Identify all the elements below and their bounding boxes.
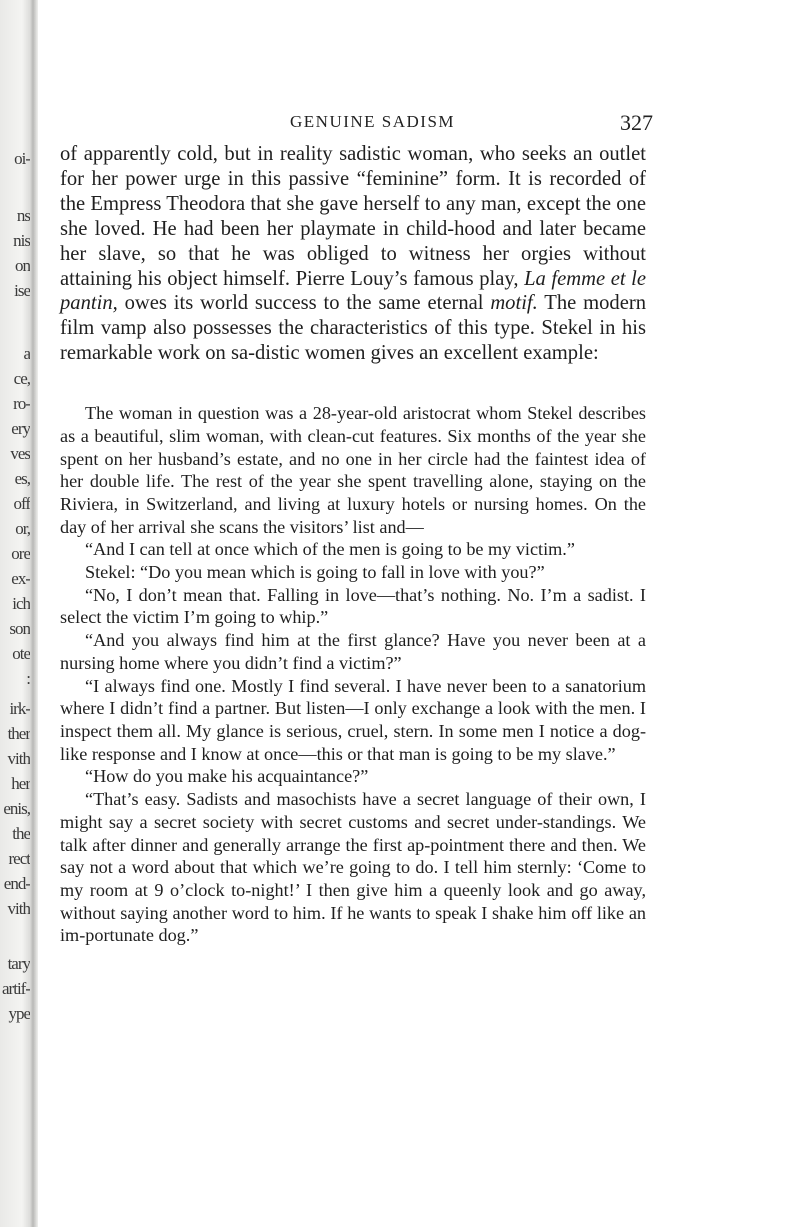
- facing-page-gutter: [0, 0, 38, 1227]
- extract-paragraph: “I always find one. Mostly I find several. I have never been to a sanatorium where I didn’t find a partner. But listen—I only exchange a look with the men. I inspect them all. My glance is serious, cruel, stern. In some men I notice a dog-like response and I know at once—this or that man is going to be my slave.”: [60, 675, 646, 764]
- facing-page-fragment: rect: [8, 850, 30, 868]
- facing-page-fragment: vith: [7, 750, 30, 768]
- book-page: [60, 0, 780, 1227]
- extract-paragraph: “And you always find him at the first glance? Have you never been at a nursing home where you didn’t find a victim?”: [60, 630, 646, 673]
- facing-page-fragment: her: [11, 775, 30, 793]
- extract-paragraph: “No, I don’t mean that. Falling in love—that’s nothing. No. I’m a sadist. I select the victim I’m going to whip.”: [60, 584, 646, 628]
- facing-page-fragment: artif-: [2, 980, 30, 998]
- facing-page-fragment: on: [15, 257, 30, 275]
- facing-page-fragment: irk-: [9, 700, 30, 718]
- extract-paragraph: Stekel: “Do you mean which is going to fall in love with you?”: [85, 562, 545, 583]
- main-paragraph-text-1: of apparently cold, but in reality sadistic woman, who seeks an outlet for her power urge in this passive “feminine” form. It is recorded of the Empress Theodora that she gave herself to any man, except the one she loved. He had been her playmate in child-hood and later became her slave, so that he was obliged to witness her orgies without attaining his object himself. Pierre Louy’s famous play,: [60, 143, 646, 290]
- facing-page-fragment: ns: [16, 207, 30, 225]
- facing-page-fragment: ore: [11, 545, 30, 563]
- facing-page-fragment: oi-: [14, 150, 30, 168]
- main-paragraph-text-2: owes its world success to the same eternal: [117, 292, 491, 315]
- facing-page-fragment: ery: [11, 420, 30, 438]
- main-paragraph: [60, 142, 646, 366]
- facing-page-fragment: ise: [14, 282, 30, 300]
- facing-page-fragment: ther: [7, 725, 30, 743]
- facing-page-fragment: ex-: [11, 570, 30, 588]
- facing-page-fragment: the: [12, 825, 30, 843]
- quoted-extract: [60, 402, 646, 947]
- facing-page-fragment: off: [13, 495, 30, 513]
- facing-page-fragment: ro-: [13, 395, 30, 413]
- facing-page-fragment: son: [9, 620, 30, 638]
- extract-paragraph: “That’s easy. Sadists and masochists have a secret language of their own, I might say a secret society with secret customs and secret under-standings. We talk after dinner and generally arrange the first ap-pointment there and then. We say not a word about that which we’re going to do. I tell him sternly: ‘Come to my room at 9 o’clock to-night!’ I then give him a queenly look and go away, without saying another word to him. If he wants to speak I shake him off like an im-portunate dog.”: [60, 789, 646, 946]
- facing-page-fragment: ves: [10, 445, 30, 463]
- facing-page-fragment: nis: [13, 232, 30, 250]
- facing-page-fragment: ich: [12, 595, 30, 613]
- extract-paragraph: The woman in question was a 28-year-old aristocrat whom Stekel describes as a beautiful, slim woman, with clean-cut features. Six months of the year she spent on her husband’s estate, and no one in her circle had the faintest idea of her double life. The rest of the year she spent travelling alone, staying on the Riviera, in Switzerland, and living at luxury hotels or nursing homes. On the day of her arrival she scans the visitors’ list and—: [60, 403, 646, 537]
- extract-paragraph: “How do you make his acquaintance?”: [85, 766, 369, 787]
- facing-page-fragment: vith: [7, 900, 30, 918]
- running-head-title: GENUINE SADISM: [290, 112, 456, 131]
- facing-page-fragment: enis,: [3, 800, 30, 818]
- facing-page-fragment: ype: [8, 1005, 30, 1023]
- italic-play-title: La femme et le pantin,: [60, 267, 646, 315]
- main-paragraph-text-3: The modern film vamp also possesses the characteristics of this type. Stekel in his remarkable work on sa-distic women gives an excellent example:: [60, 292, 646, 365]
- facing-page-fragment: ce,: [13, 370, 30, 388]
- facing-page-fragment: :: [26, 670, 30, 688]
- facing-page-fragment: es,: [14, 470, 30, 488]
- facing-page-fragment: tary: [7, 955, 30, 973]
- page-number: 327: [620, 110, 653, 135]
- running-head: [60, 108, 720, 140]
- facing-page-fragment: or,: [15, 520, 30, 538]
- facing-page-fragment: a: [23, 345, 30, 363]
- italic-motif: motif.: [490, 292, 538, 315]
- facing-page-fragment: end-: [3, 875, 30, 893]
- facing-page-fragment: ote: [12, 645, 30, 663]
- main-paragraph-block: [60, 142, 646, 366]
- extract-paragraph: “And I can tell at once which of the men is going to be my victim.”: [85, 539, 575, 560]
- body-text: [60, 142, 646, 947]
